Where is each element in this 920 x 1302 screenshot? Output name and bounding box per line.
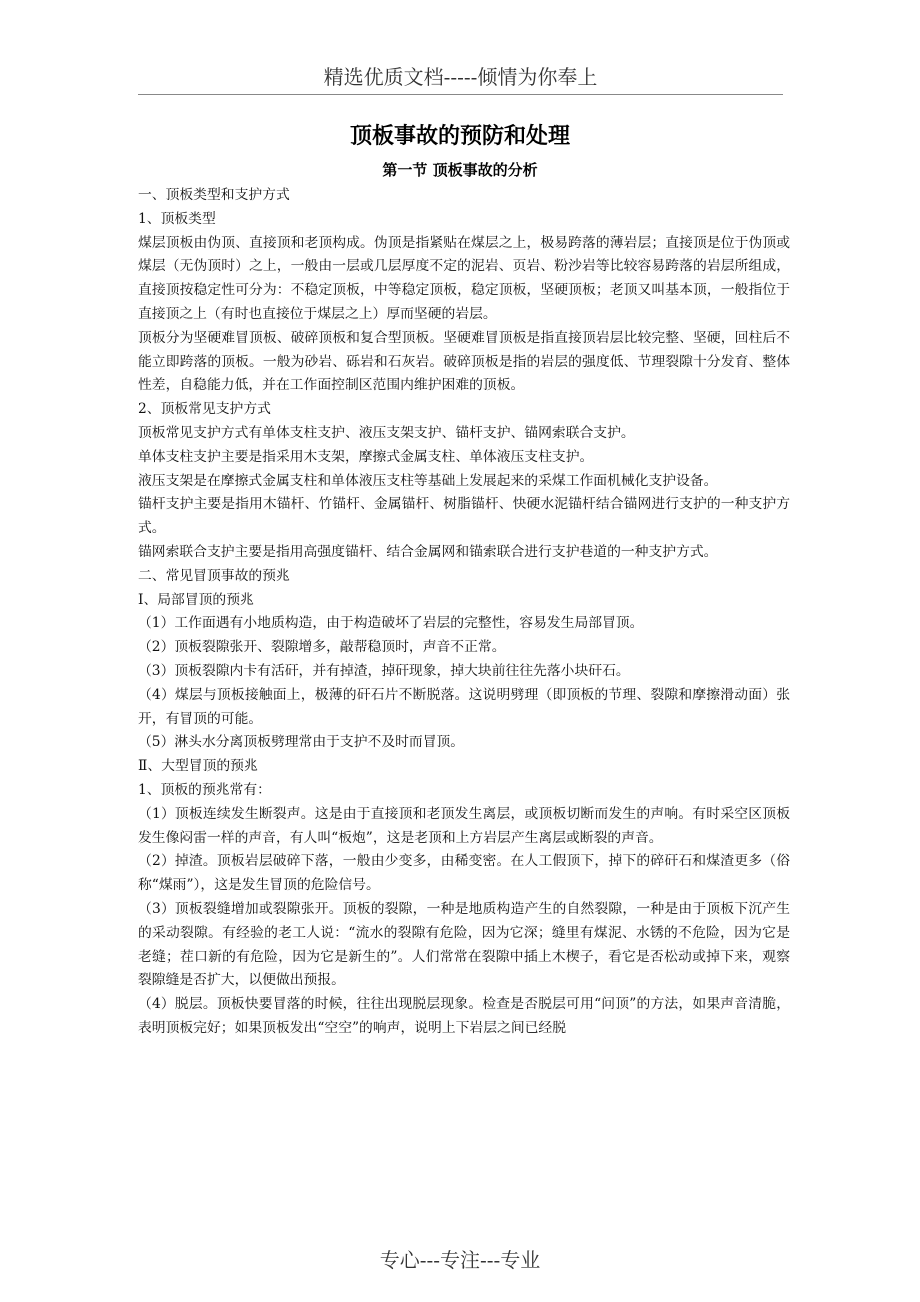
- paragraph: 液压支架是在摩擦式金属支柱和单体液压支柱等基础上发展起来的采煤工作面机械化支护设备。: [138, 472, 718, 489]
- list-item: （3）顶板裂缝增加或裂隙张开。顶板的裂隙，一种是地质构造产生的自然裂隙，一种是由于顶板下沉产生的采动裂隙。有经验的老工人说：“流水的裂隙有危险，因为它深；缝里有煤泥、水锈的不危险，因为它是老缝；茬口新的有危险，因为它是新生的”。人们常常在裂隙中插上木楔子，看它是否松动或掉下来，观察裂隙缝是否扩大，以便做出预报。: [138, 900, 790, 989]
- heading-2-1: Ⅰ、局部冒顶的预兆: [138, 591, 254, 608]
- list-item: （3）顶板裂隙内卡有活矸，并有掉渣，掉矸现象，掉大块前往往先落小块矸石。: [138, 662, 630, 679]
- paragraph: 单体支柱支护主要是指采用木支架，摩擦式金属支柱、单体液压支柱支护。: [138, 448, 594, 465]
- heading-1-1: 1、顶板类型: [138, 210, 216, 227]
- page-header: 精选优质文档-----倾情为你奉上: [138, 62, 783, 95]
- document-title: 顶板事故的预防和处理: [349, 124, 570, 149]
- document-body: [138, 184, 790, 1041]
- heading-2-2: Ⅱ、大型冒顶的预兆: [138, 758, 258, 775]
- paragraph: 顶板常见支护方式有单体支柱支护、液压支架支护、锚杆支护、锚网索联合支护。: [138, 424, 635, 441]
- heading-1-2: 2、顶板常见支护方式: [138, 401, 271, 418]
- list-item: （1）工作面遇有小地质构造，由于构造破坏了岩层的完整性，容易发生局部冒顶。: [138, 615, 644, 632]
- page-footer: 专心---专注---专业: [379, 1248, 541, 1272]
- heading-1: 一、顶板类型和支护方式: [138, 187, 290, 203]
- list-item: （1）顶板连续发生断裂声。这是由于直接顶和老顶发生离层，或顶板切断而发生的声响。有时采空区顶板发生像闷雷一样的声音，有人叫“板炮”，这是老顶和上方岩层产生离层或断裂的声音。: [138, 805, 790, 846]
- paragraph: 煤层顶板由伪顶、直接顶和老顶构成。伪顶是指紧贴在煤层之上，极易跨落的薄岩层；直接顶是位于伪顶或煤层（无伪顶时）之上，一般由一层或几层厚度不定的泥岩、页岩、粉沙岩等比较容易跨落的岩层所组成，直接顶按稳定性可分为：不稳定顶板，中等稳定顶板，稳定顶板，坚硬顶板；老顶又叫基本顶，一般指位于直接顶之上（有时也直接位于煤层之上）厚而坚硬的岩层。: [138, 234, 790, 322]
- list-item: （2）顶板裂隙张开、裂隙增多，敲帮稳顶时，声音不正常。: [138, 639, 506, 656]
- list-item: （2）掉渣。顶板岩层破碎下落，一般由少变多，由稀变密。在人工假顶下，掉下的碎矸石和煤渣更多（俗称“煤雨”），这是发生冒顶的危险信号。: [138, 853, 790, 894]
- heading-2-2-1: 1、顶板的预兆常有：: [138, 781, 271, 798]
- list-item: （4）煤层与顶板接触面上，极薄的矸石片不断脱落。这说明劈理（即顶板的节理、裂隙和摩擦滑动面）张开，有冒顶的可能。: [138, 686, 790, 727]
- paragraph: 锚网索联合支护主要是指用高强度锚杆、结合金属网和锚索联合进行支护巷道的一种支护方式。: [138, 543, 718, 560]
- heading-2: 二、常见冒顶事故的预兆: [138, 567, 290, 584]
- section-title: 第一节 顶板事故的分析: [382, 161, 538, 179]
- paragraph: 顶板分为坚硬难冒顶板、破碎顶板和复合型顶板。坚硬难冒顶板是指直接顶岩层比较完整、坚硬，回柱后不能立即跨落的顶板。一般为砂岩、砾岩和石灰岩。破碎顶板是指的岩层的强度低、节理裂隙十分发育、整体性差，自稳能力低，并在工作面控制区范围内维护困难的顶板。: [138, 329, 790, 394]
- paragraph: 锚杆支护主要是指用木锚杆、竹锚杆、金属锚杆、树脂锚杆、快硬水泥锚杆结合锚网进行支护的一种支护方式。: [138, 496, 790, 537]
- list-item: （5）淋头水分离顶板劈理常由于支护不及时而冒顶。: [138, 734, 465, 751]
- list-item: （4）脱层。顶板快要冒落的时候，往往出现脱层现象。检查是否脱层可用“问顶”的方法，如果声音清脆，表明顶板完好；如果顶板发出“空空”的响声，说明上下岩层之间已经脱: [138, 996, 790, 1036]
